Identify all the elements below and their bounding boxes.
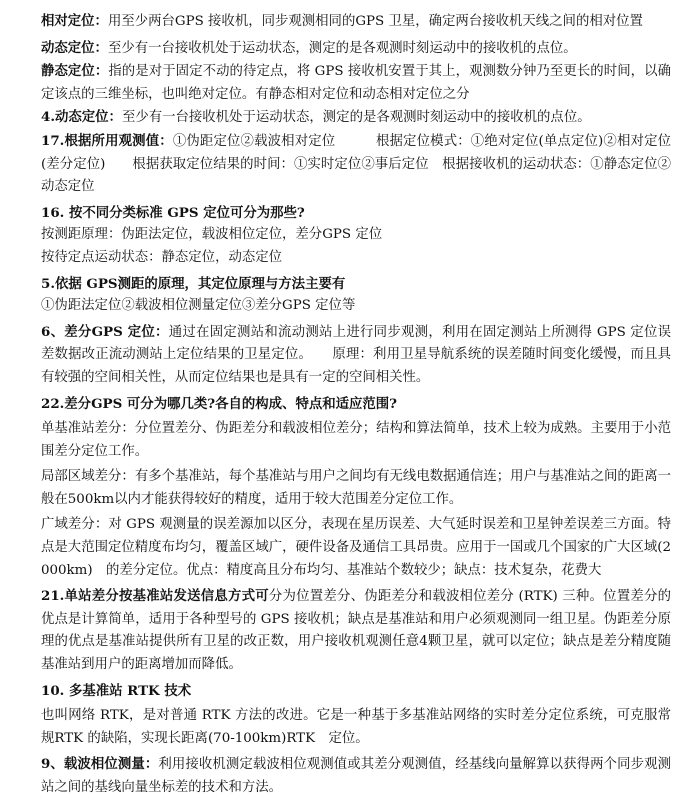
- answer-10: 也叫网络 RTK，是对普通 RTK 方法的改进。它是一种基于多基准站网络的实时差分定位系统，可克服常规RTK 的缺陷，实现长距离(70-100km)RTK 定位。: [41, 708, 671, 746]
- relative-positioning-def: [41, 10, 671, 34]
- kinematic-positioning-def: [41, 37, 671, 61]
- term-label: 4.动态定位：: [41, 109, 122, 126]
- answer-5: ①伪距法定位②载波相位测量定位③差分GPS 定位等: [41, 298, 356, 314]
- definition-text: 至少有一台接收机处于运动状态，测定的是各观测时刻运动中的接收机的点位。: [107, 40, 577, 56]
- term-label: 17.根据所用观测值：: [41, 132, 173, 149]
- single-station-diff-21: [41, 585, 671, 676]
- heading-5: 5.依据 GPS测距的原理，其定位原理与方法主要有: [41, 275, 346, 292]
- term-label: 9、载波相位测量：: [41, 756, 159, 773]
- static-positioning-def: [41, 60, 671, 106]
- definition-text: 利用接收机测定载波相位观测值或其差分观测值，经基线向量解算以获得两个同步观测站之间的基线向量坐标差的技术和方法。: [41, 757, 671, 795]
- definition-text: 通过在固定测站和流动测站上进行同步观测，利用在固定测站上所测得 GPS 定位误差数据改正流动测站上定位结果的卫星定位。 原理：利用卫星导航系统的误差随时间变化缓慢，而且具有较强的空间相关性，从而定位结果也是具有一定的空间相关性。: [41, 324, 672, 385]
- heading-22: 22.差分GPS 可分为哪几类?各自的构成、特点和适应范围?: [41, 395, 398, 412]
- term-label: 6、差分GPS 定位：: [41, 323, 169, 340]
- heading-10: 10. 多基准站 RTK 技术: [41, 682, 192, 699]
- heading-16: 16. 按不同分类标准 GPS 定位可分为那些?: [41, 204, 305, 221]
- term-label: 相对定位：: [41, 13, 108, 29]
- definition-text: 指的是对于固定不动的待定点，将 GPS 接收机安置于其上，观测数分钟乃至更长的时间，以确定该点的三维坐标，也叫绝对定位。有静态相对定位和动态相对定位之分: [41, 64, 672, 102]
- kinematic-positioning-def-4: [41, 106, 671, 130]
- answer-16-ranging: 按测距原理：伪距法定位，载波相位定位，差分GPS 定位: [41, 227, 383, 243]
- dgps-def-6: [41, 321, 671, 390]
- answer-22-local-area: 局部区域差分：有多个基准站，每个基准站与用户之间均有无线电数据通信连；用户与基准站之间的距离一般在500km以内才能获得较好的精度，适用于较大范围差分定位工作。: [41, 469, 671, 507]
- classification-17: [41, 130, 671, 199]
- answer-16-motion: 按待定点运动状态：静态定位，动态定位: [41, 249, 283, 265]
- term-label: 静态定位：: [41, 63, 109, 80]
- answer-22-wide-area: 广域差分：对 GPS 观测量的误差源加以区分，表现在星历误差、大气延时误差和卫星钟差误差三方面。特点是大范围定位精度布均匀，覆盖区域广，硬件设备及通信工具昂贵。应用于一国或几个国家的广大区域(2000km) 的差分定位。优点：精度高且分布均匀、基准站个数较少；缺点：技术复杂，花费大: [41, 517, 671, 578]
- definition-text: ①伪距定位②载波相对定位 根据定位模式：①绝对定位(单点定位)②相对定位(差分定位) 根据获取定位结果的时间：①实时定位②事后定位 根据接收机的运动状态：①静态定位②动态定位: [41, 133, 672, 195]
- definition-text: 分为位置差分、伪距差分和载波相位差分 (RTK) 三种。位置差分的优点是计算简单，适用于各种型号的 GPS 接收机；缺点是基准站和用户必须观测同一组卫星。伪距差分原理的优点是基准站提供所有卫星的改正数，用户接收机观测任意4颗卫星，就可以定位；缺点是差分精度随基准站到用户的距离增加而降低。: [41, 589, 671, 673]
- definition-text: 至少有一台接收机处于运动状态，测定的是各观测时刻运动中的接收机的点位。: [121, 110, 591, 126]
- definition-text: 用至少两台GPS 接收机，同步观测相同的GPS 卫星，确定两台接收机天线之间的相对位置: [107, 14, 643, 29]
- answer-22-single-station: 单基准站差分：分位置差分、伪距差分和载波相位差分；结构和算法简单，技术上较为成熟。主要用于小范围差分定位工作。: [41, 421, 671, 459]
- term-label: 21.单站差分按基准站发送信息方式可: [41, 588, 269, 605]
- term-label: 动态定位：: [41, 39, 108, 56]
- carrier-phase-def-9: [41, 753, 671, 799]
